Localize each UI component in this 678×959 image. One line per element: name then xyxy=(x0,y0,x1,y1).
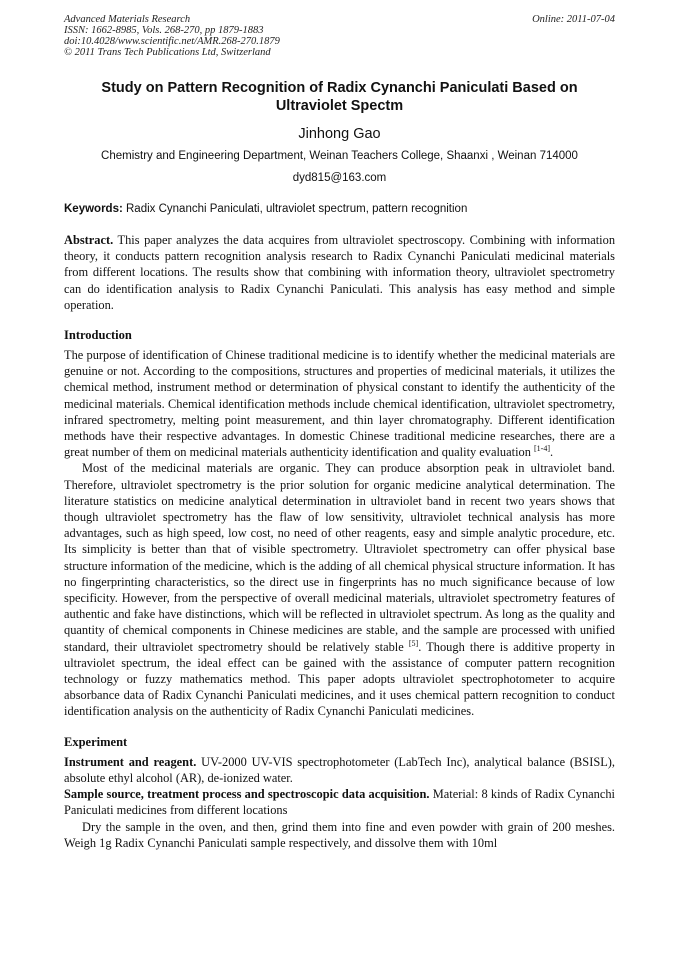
introduction-heading: Introduction xyxy=(64,328,132,343)
citation-ref-5: [5] xyxy=(408,638,419,648)
introduction-paragraph-1 xyxy=(64,347,615,460)
keywords-label: Keywords: xyxy=(64,203,123,215)
online-date: Online: 2011-07-04 xyxy=(532,14,615,25)
instrument-paragraph xyxy=(64,754,615,786)
intro-p2-end: . Though there is additive property in ultraviolet spectrum, the ideal effect can be gained with the assistance of computer pattern recognition technology or fuzzy mathematics method. This paper adopts ultraviolet spectrophotometer to acquire absorbance data of Radix Cynanchi Paniculati medicines, and it uses chemical pattern recognition to conduct identification analysis on the authenticity of Radix Cynanchi Paniculati medicines. xyxy=(64,639,615,719)
keywords-text: Radix Cynanchi Paniculati, ultraviolet spectrum, pattern recognition xyxy=(126,203,468,215)
author-name: Jinhong Gao xyxy=(298,126,381,142)
journal-issn: ISSN: 1662-8985, Vols. 268-270, pp 1879-1883 xyxy=(64,25,264,36)
journal-copyright: © 2011 Trans Tech Publications Ltd, Switzerland xyxy=(64,47,271,58)
experiment-paragraph-3: Dry the sample in the oven, and then, grind them into fine and even powder with grain of 200 meshes. Weigh 1g Radix Cynanchi Paniculati sample respectively, and dissolve them with 10ml xyxy=(64,819,615,850)
introduction-paragraph-2 xyxy=(64,460,615,719)
abstract-label: Abstract. xyxy=(64,233,114,247)
abstract-paragraph xyxy=(64,232,615,313)
paper-page xyxy=(64,14,615,851)
journal-doi: doi:10.4028/www.scientific.net/AMR.268-270.1879 xyxy=(64,36,280,47)
author-affiliation: Chemistry and Engineering Department, Weinan Teachers College, Shaanxi , Weinan 714000 xyxy=(101,150,578,162)
abstract-text: This paper analyzes the data acquires from ultraviolet spectroscopy. Combining with information theory, it conducts pattern recognition analysis research to Radix Cynanchi Paniculati medicinal materials from different locations. The results show that combining with information theory, ultraviolet spectrometry can do identification analysis to Radix Cynanchi Paniculati. This analysis has easy method and simple operation. xyxy=(64,233,616,312)
instrument-text: UV-2000 UV-VIS spectrophotometer (LabTech Inc), analytical balance (BSISL), absolute ethyl alcohol (AR), de-ionized water. xyxy=(64,754,616,785)
intro-p2-text: Most of the medicinal materials are organic. They can produce absorption peak in ultraviolet band. Therefore, ultraviolet spectrometry is the prior solution for organic medicine analytical determination. The literature statistics on medicine analytical determination in ultraviolet band in recent two years shows that though ultraviolet spectrometry has the flaw of low sensitivity, ultraviolet technical analysis has more advantages, such as high speed, low cost, no need of other reagents, easy and simple analytic procedure, etc. Its simplicity is better than that of visible spectrometry. Ultraviolet spectrometry can offer physical base structure information of the medicine, which is the adding of all chemical physical structure information. It has no fingerprinting characteristics, so the direct use in fingerprints has no much significance because of low specificity. However, from the perspective of overall medicinal materials, ultraviolet spectrometry features of authentic and fake have distinctions, which will be reflected in ultraviolet spectrum. As long as the quality and quantity of chemical components in Chinese medicines are stable, and the sample are processed with unified standard, their ultraviolet spectrometry should be relatively stable xyxy=(64,461,615,654)
citation-ref-1-4: [1-4] xyxy=(534,444,551,454)
sample-text: Material: 8 kinds of Radix Cynanchi Paniculati medicines from different locations xyxy=(64,787,615,818)
experiment-heading: Experiment xyxy=(64,734,128,749)
sample-label: Sample source, treatment process and spectroscopic data acquisition. xyxy=(64,787,430,802)
journal-header xyxy=(64,14,615,58)
instrument-label: Instrument and reagent. xyxy=(64,754,197,769)
intro-p1-end: . xyxy=(550,445,554,460)
sample-paragraph xyxy=(64,786,615,818)
journal-name: Advanced Materials Research xyxy=(64,14,191,25)
keywords-line xyxy=(64,202,615,216)
paper-title: Study on Pattern Recognition of Radix Cynanchi Paniculati Based on Ultraviolet Spectm xyxy=(101,80,578,114)
intro-p1-text: The purpose of identification of Chinese traditional medicine is to identify whether the medicinal materials are genuine or not. According to the compositions, structures and properties of medicinal materials, it utilizes the chemical method, instrument method or determination of physical constant to identify the authenticity of the medicinal materials. Chemical identification methods include chemical identification, ultraviolet spectrometry, infrared spectrometry, melting point measurement, and thin layer chromatography. Different identification methods have their respective advantages. In domestic Chinese traditional medicine researches, there are a great number of them on medicinal materials authenticity identification and quality evaluation xyxy=(64,348,615,460)
author-email: dyd815@163.com xyxy=(292,172,387,184)
